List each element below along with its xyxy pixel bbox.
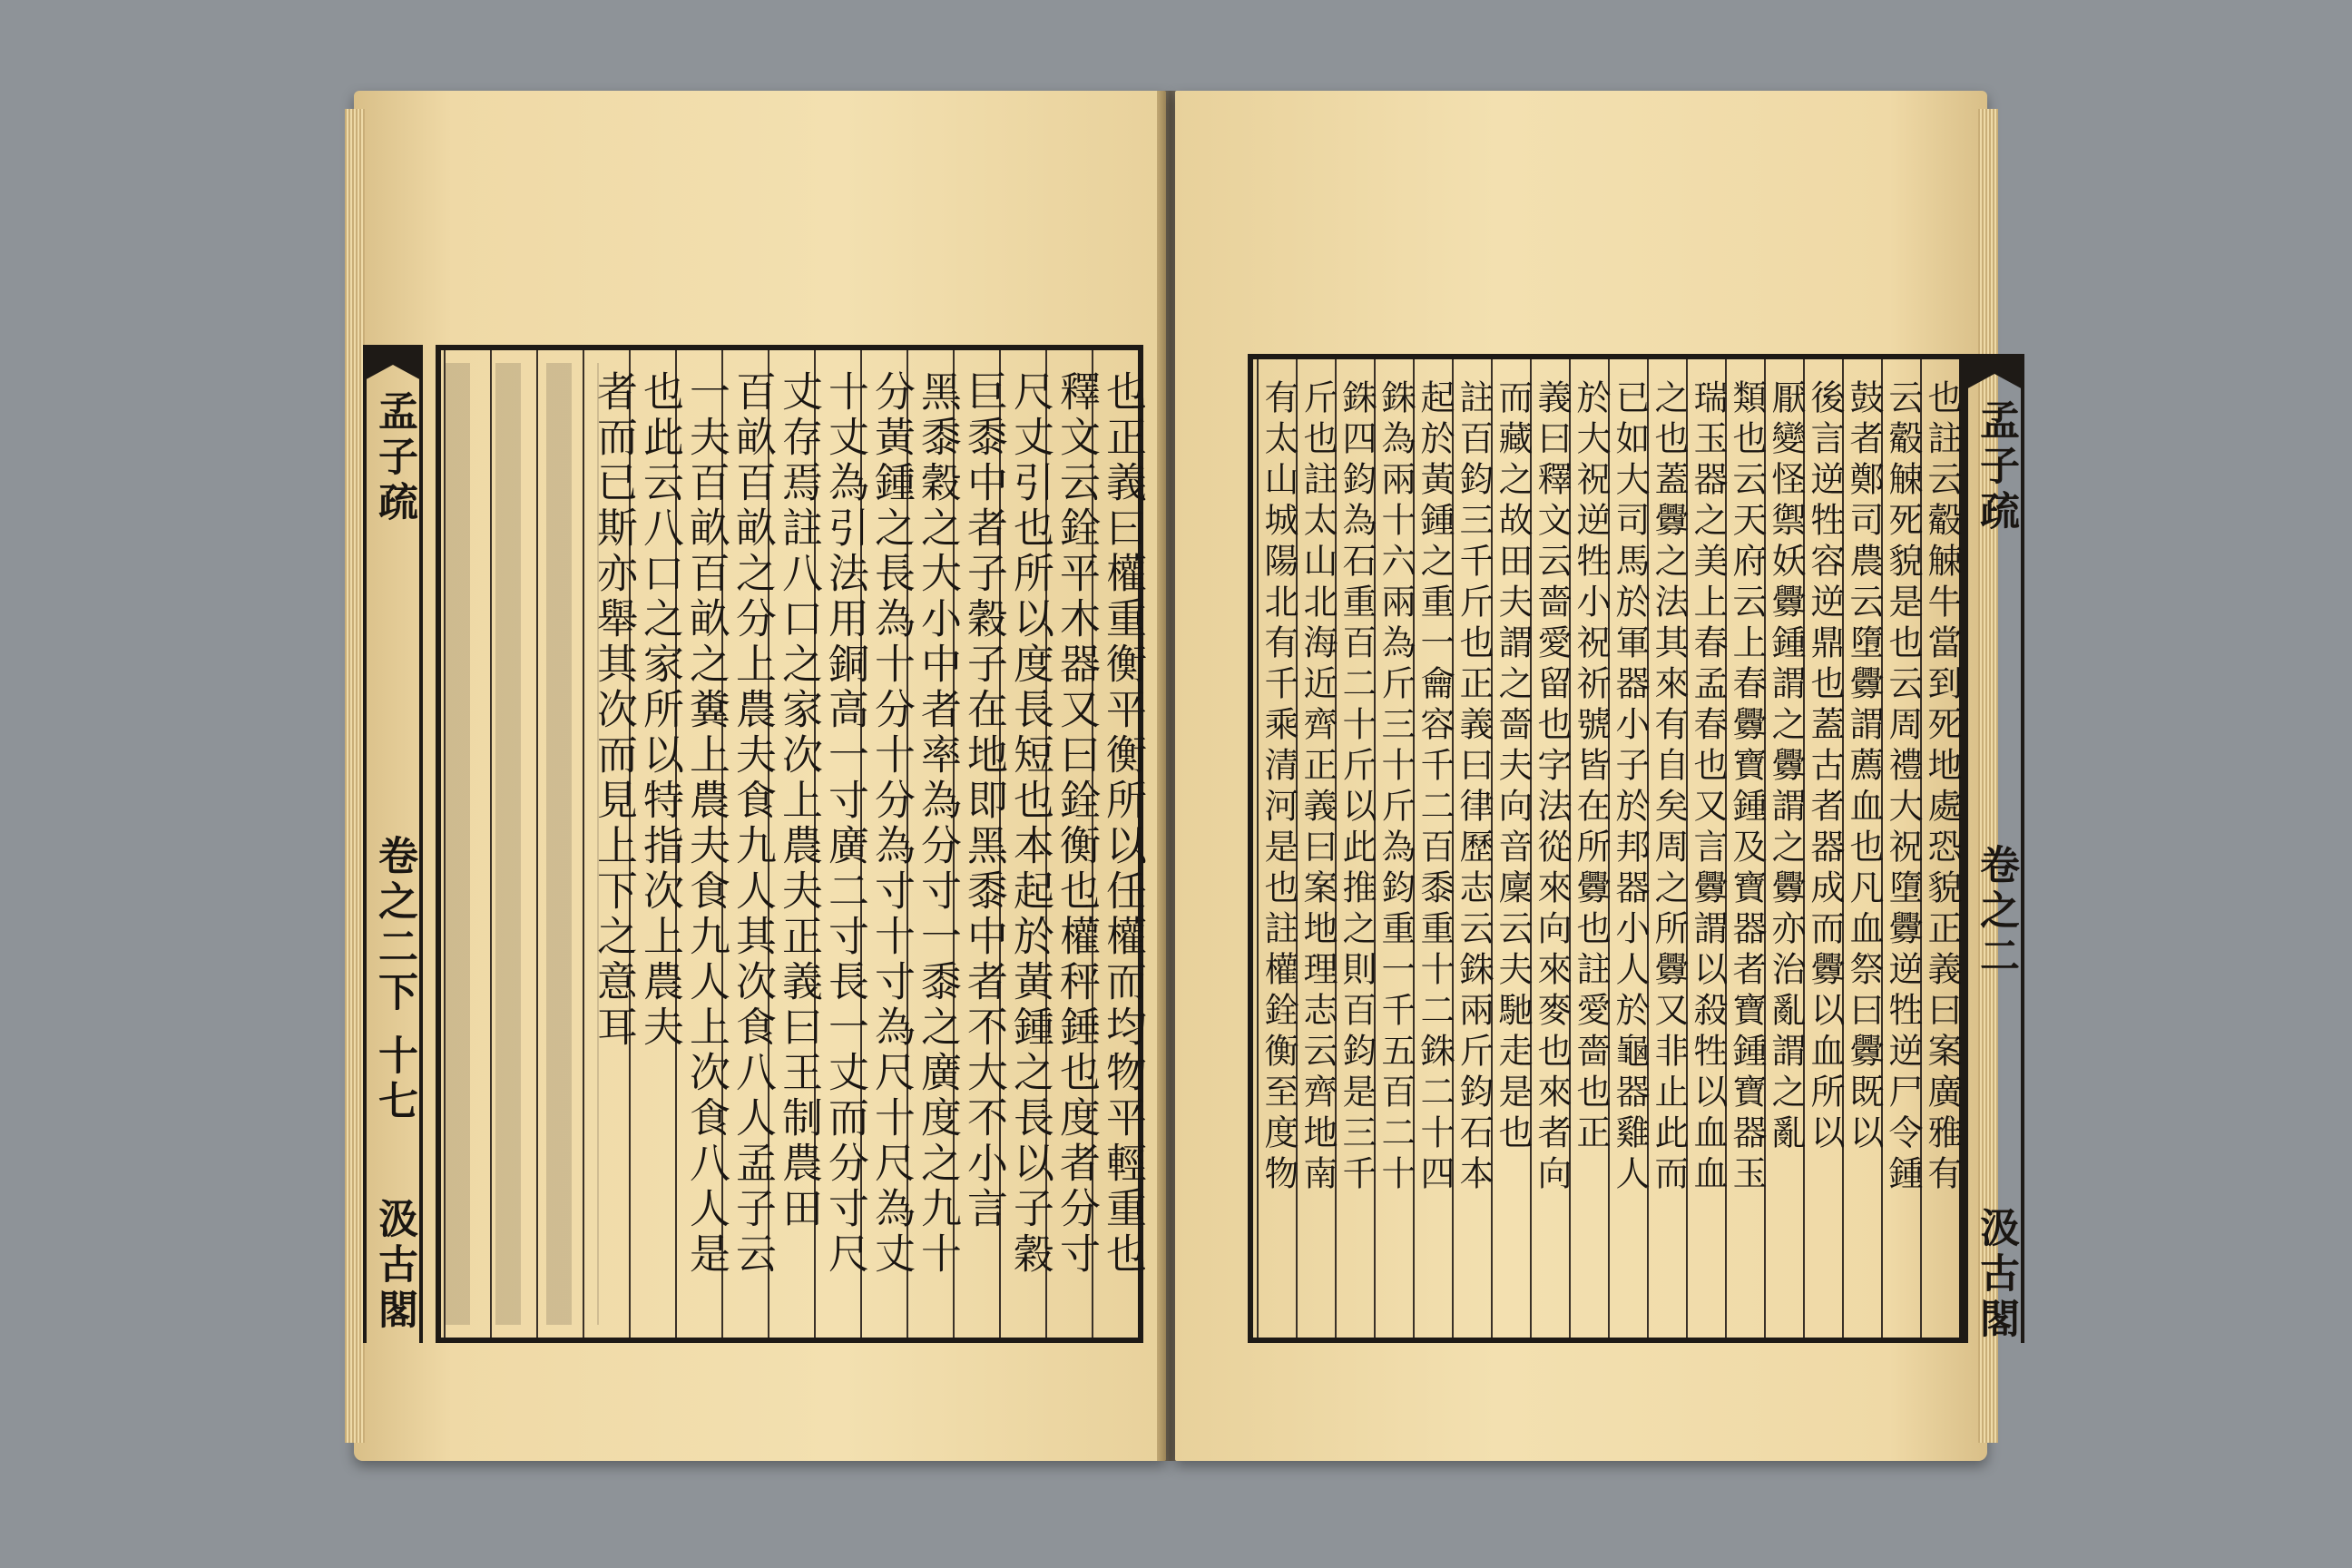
column-text: 而藏之故田夫謂之嗇夫向音廩云夫馳走是也 [1493, 379, 1533, 1155]
text-column [1686, 359, 1728, 1338]
text-column [1725, 359, 1767, 1338]
column-text: 厭變怪禦妖釁鍾謂之釁謂之釁亦治亂謂之亂 [1766, 379, 1806, 1155]
banner-chapter: 卷之二 [1973, 844, 2019, 980]
text-frame-left [436, 345, 1147, 1343]
text-column [1491, 359, 1533, 1338]
column-text: 銖為兩十六兩為斤三十斤為鈞重一千五百二十 [1376, 379, 1416, 1196]
column-text: 釋文云銓平木器又曰銓衡也權秤錘也度者分寸 [1053, 370, 1101, 1278]
column-text: 丈存焉註八口之家次上農夫正義曰王制農田 [775, 370, 823, 1232]
banner-publisher: 汲古閣 [371, 1198, 417, 1334]
column-text: 瑞玉器之美上春孟春也又言釁謂以殺牲以血血 [1688, 379, 1728, 1196]
column-text: 也此云八口之家所以特指次上農夫 [636, 370, 684, 1051]
column-text: 巨黍中者子穀子在地即黑黍中者不大不小言 [960, 370, 1008, 1232]
column-text: 一夫百畝百畝之糞上農夫食九人上次食八人是 [682, 370, 730, 1278]
center-banner-left [363, 345, 423, 1343]
column-text: 斤也註太山北海近齊正義曰案地理志云齊地南 [1298, 379, 1338, 1196]
column-text: 分黃鍾之長為十分十分為寸十寸為尺十尺為丈 [867, 370, 916, 1278]
column-text: 尺丈引也所以度長短也本起於黃鍾之長以子穀 [1006, 370, 1054, 1278]
text-column [1296, 359, 1338, 1338]
column-text: 也註云觳觫牛當到死地處恐貌正義曰案廣雅有 [1922, 379, 1962, 1196]
text-column [1608, 359, 1650, 1338]
column-text: 者而已斯亦舉其次而見上下之意耳 [590, 370, 638, 1051]
text-column [1569, 359, 1611, 1338]
text-column [1764, 359, 1806, 1338]
text-column [1920, 359, 1962, 1338]
text-column [1530, 359, 1572, 1338]
banner-title: 孟子疏 [1973, 399, 2019, 535]
text-column [1413, 359, 1455, 1338]
fishtail-mark [363, 345, 423, 381]
banner-folio: 十七 [371, 1034, 417, 1125]
column-text: 十丈為引法用銅高一寸廣二寸長一丈而分寸尺 [821, 370, 869, 1278]
column-text: 義曰釋文云嗇愛留也字法從來向來麥也來者向 [1532, 379, 1572, 1196]
banner-title: 孟子疏 [371, 390, 417, 526]
text-column [1881, 359, 1923, 1338]
left-page [354, 91, 1166, 1461]
column-text: 之也蓋釁之法其來有自矣周之所釁又非止此而 [1649, 379, 1689, 1196]
column-text: 註百鈞三千斤也正義曰律歷志云銖兩斤鈞石本 [1454, 379, 1494, 1196]
text-column [1803, 359, 1845, 1338]
column-text: 已如大司馬於軍器小子於邦器小人於龜器雞人 [1610, 379, 1650, 1196]
column-text: 於大祝逆牲小祝祈號皆在所釁也註愛嗇也正 [1571, 379, 1611, 1155]
column-text: 云觳觫死貌是也云周禮大祝墮釁逆牲逆尸令鍾 [1883, 379, 1923, 1196]
text-frame-right [1248, 354, 1965, 1343]
text-column [444, 350, 490, 1338]
column-text: 類也云天府云上春釁寶鍾及寶器者寶鍾寶器玉 [1727, 379, 1767, 1196]
text-column [583, 350, 638, 1338]
open-book [354, 91, 2019, 1470]
banner-chapter: 卷之二下 [371, 835, 417, 1016]
column-text: 後言逆牲容逆鼎也蓋古者器成而釁以血所以 [1805, 379, 1845, 1155]
column-text: 起於黃鍾之重一龠容千二百黍重十二銖二十四 [1415, 379, 1455, 1196]
column-text: 鼓者鄭司農云墮釁謂薦血也凡血祭曰釁既以 [1844, 379, 1884, 1155]
text-column [1842, 359, 1884, 1338]
center-banner-right [1965, 354, 2024, 1343]
text-column [1452, 359, 1494, 1338]
page-edge [345, 109, 365, 1443]
text-column [490, 350, 536, 1338]
text-column [1257, 359, 1296, 1338]
column-text: 銖四鈞為石重百二十斤以此推之則百鈞是三千 [1337, 379, 1377, 1196]
text-column [1335, 359, 1377, 1338]
column-text: 黑黍穀之大小中者率為分寸一黍之廣度之九十 [914, 370, 962, 1278]
column-text: 百畝百畝之分上農夫食九人其次食八人孟子云 [729, 370, 777, 1278]
right-page [1175, 91, 2019, 1461]
text-column [1374, 359, 1416, 1338]
fishtail-mark [1965, 354, 2024, 390]
text-column [536, 350, 583, 1338]
banner-publisher: 汲古閣 [1973, 1207, 2019, 1343]
column-text: 有太山城陽北有千乘清河是也註權銓衡至度物 [1259, 379, 1298, 1196]
column-text: 也正義曰權重衡平衡所以任權而均物平輕重也 [1099, 370, 1147, 1278]
text-column [1647, 359, 1689, 1338]
